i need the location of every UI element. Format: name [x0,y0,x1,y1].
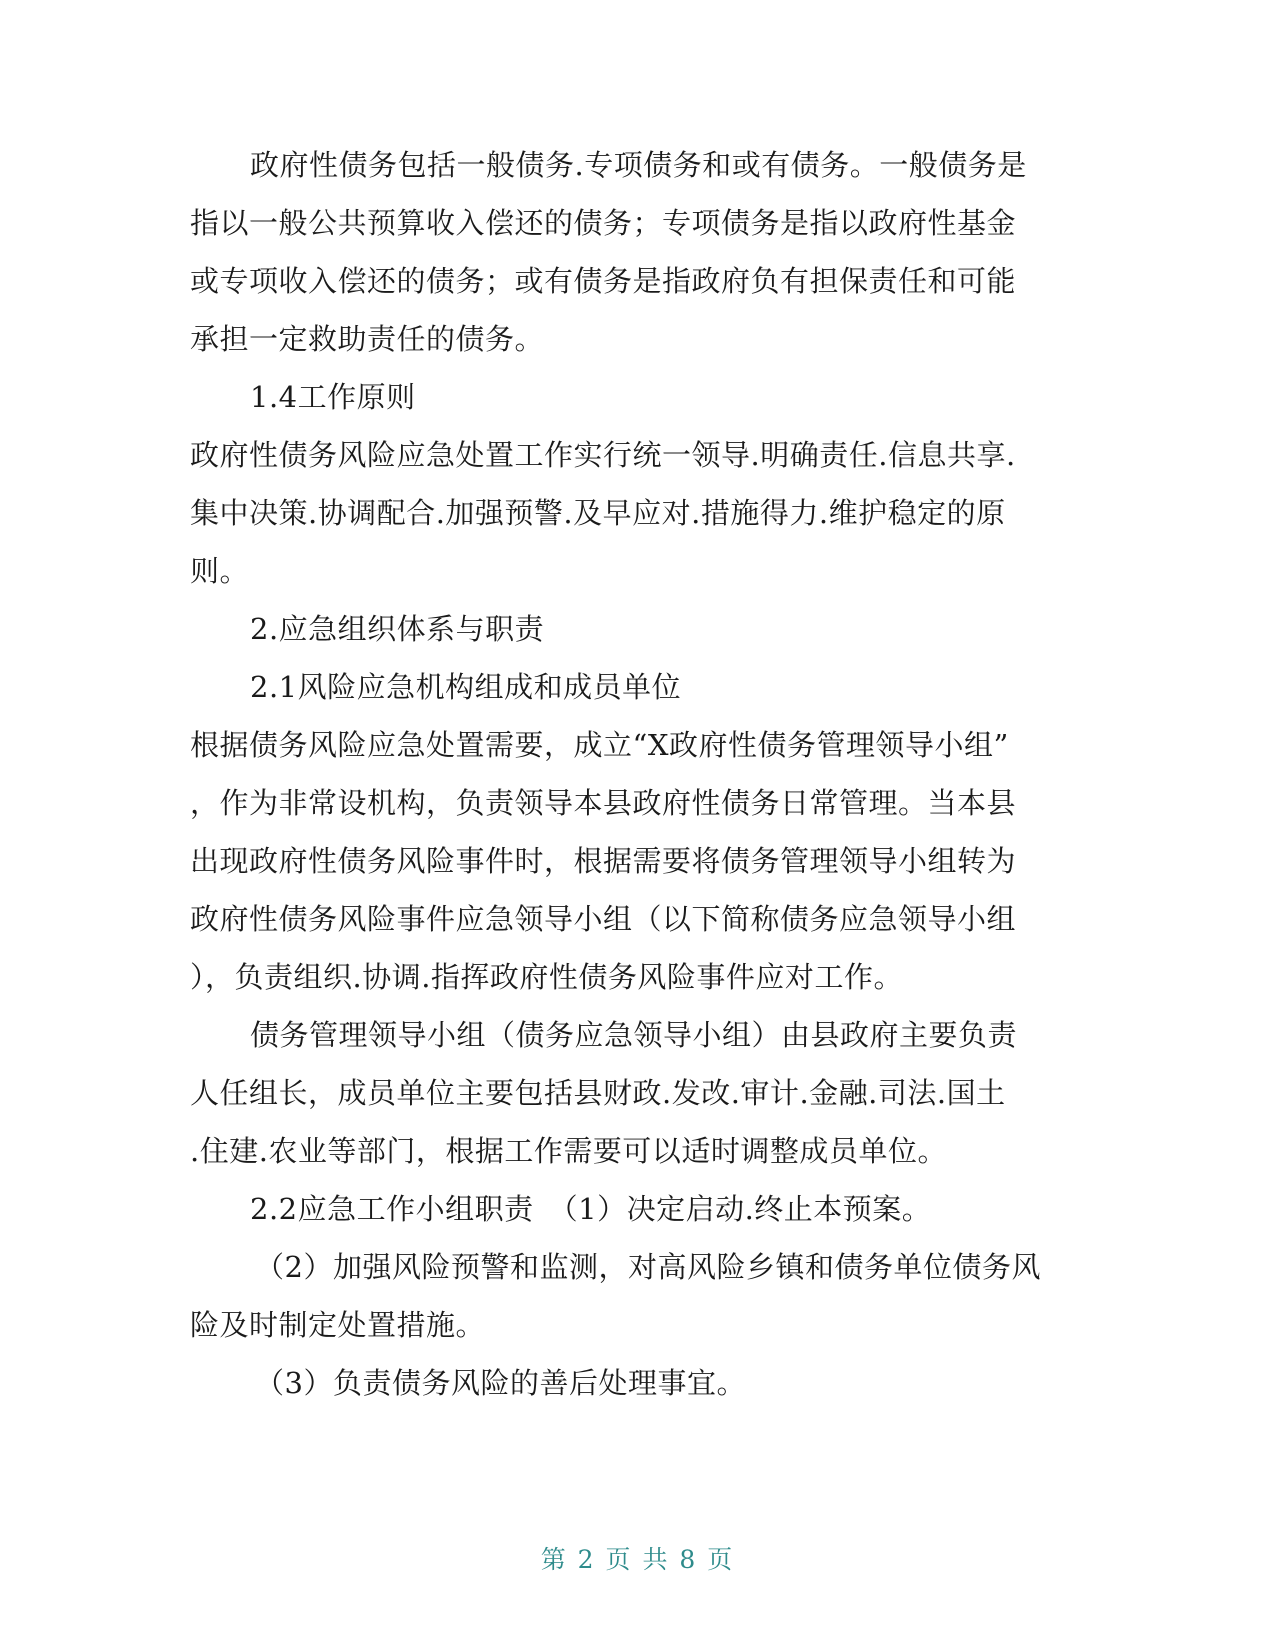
section-heading: 2.应急组织体系与职责 [250,612,545,646]
paragraph-line: 则。 [190,554,250,588]
paragraph-line: 承担一定救助责任的债务。 [190,322,545,356]
section-heading: 2.1风险应急机构组成和成员单位 [250,670,682,704]
paragraph-line: 指以一般公共预算收入偿还的债务；专项债务是指以政府性基金 [190,206,1017,240]
list-item: （3）负责债务风险的善后处理事宜。 [255,1366,746,1400]
paragraph-line: 债务管理领导小组（债务应急领导小组）由县政府主要负责 [250,1018,1018,1052]
paragraph-line: .住建.农业等部门，根据工作需要可以适时调整成员单位。 [190,1134,947,1168]
paragraph-line: 或专项收入偿还的债务；或有债务是指政府负有担保责任和可能 [190,264,1017,298]
paragraph-line: 政府性债务风险事件应急领导小组（以下简称债务应急领导小组 [190,902,1017,936]
paragraph-line: ，作为非常设机构，负责领导本县政府性债务日常管理。当本县 [190,786,1017,820]
paragraph-line: ），负责组织.协调.指挥政府性债务风险事件应对工作。 [190,960,903,994]
section-heading: 2.2应急工作小组职责 （1）决定启动.终止本预案。 [250,1192,932,1226]
paragraph-line: 政府性债务包括一般债务.专项债务和或有债务。一般债务是 [250,148,1027,182]
paragraph-line: 根据债务风险应急处置需要，成立“X政府性债务管理领导小组” [190,728,1009,762]
paragraph-line: 集中决策.协调配合.加强预警.及早应对.措施得力.维护稳定的原 [190,496,1006,530]
paragraph-line: 险及时制定处置措施。 [190,1308,486,1342]
list-item: （2）加强风险预警和监测，对高风险乡镇和债务单位债务风 [255,1250,1041,1284]
paragraph-line: 政府性债务风险应急处置工作实行统一领导.明确责任.信息共享. [190,438,1016,472]
paragraph-line: 人任组长，成员单位主要包括县财政.发改.审计.金融.司法.国土 [190,1076,1006,1110]
section-heading: 1.4工作原则 [250,380,416,414]
page-number: 第 2 页 共 8 页 [540,1545,735,1574]
paragraph-line: 出现政府性债务风险事件时，根据需要将债务管理领导小组转为 [190,844,1017,878]
